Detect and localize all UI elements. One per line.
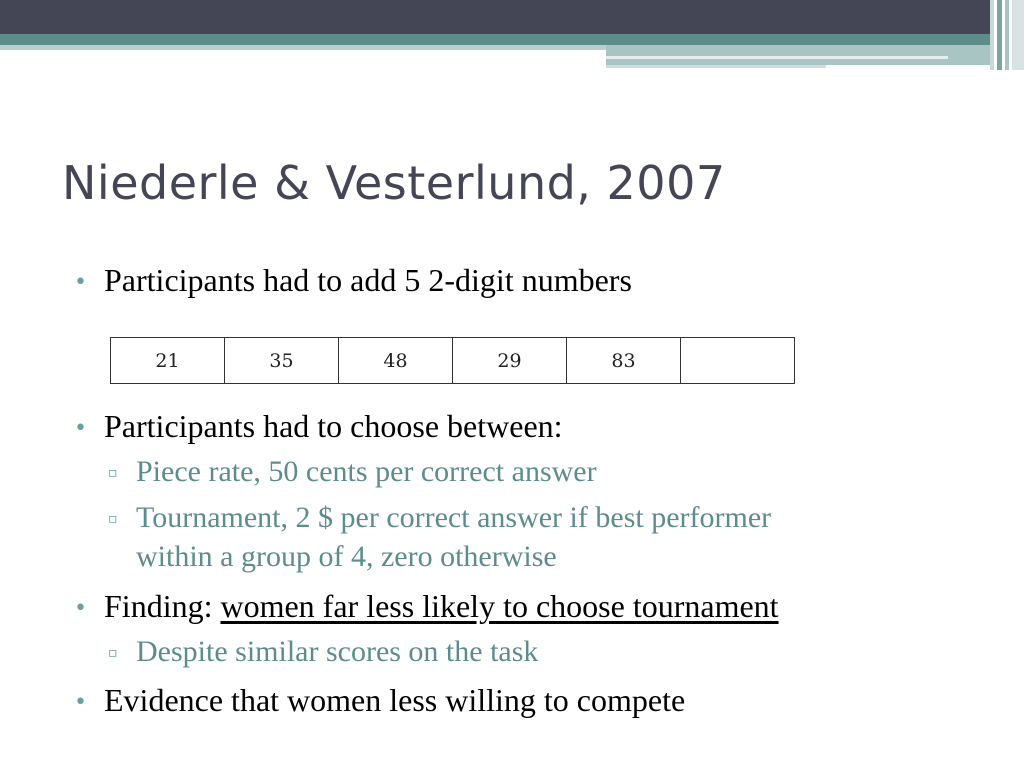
sub-bullet-piece-rate: Piece rate, 50 cents per correct answer — [136, 455, 597, 488]
bullet-dot-icon: • — [74, 690, 87, 715]
sub-bullet-similar-scores: Despite similar scores on the task — [136, 635, 539, 668]
number-cell: 21 — [111, 338, 225, 384]
bullet-choice: Participants had to choose between: — [104, 408, 563, 444]
header-right-thin-line — [606, 65, 826, 68]
example-numbers-table — [110, 337, 795, 384]
bullet-dot-icon: • — [74, 270, 87, 295]
sub-bullet-tournament-line2: within a group of 4, zero otherwise — [136, 540, 557, 573]
header-right-line — [606, 56, 948, 59]
number-cell: 83 — [567, 338, 681, 384]
square-bullet-icon: ▫ — [108, 645, 118, 661]
number-cell: 48 — [339, 338, 453, 384]
header-dark-band — [0, 0, 1024, 34]
header-light-band — [0, 45, 606, 50]
header-teal-band — [0, 34, 1024, 45]
square-bullet-icon: ▫ — [108, 465, 118, 481]
header-vertical-stripes — [990, 0, 1024, 70]
header-right-block — [606, 45, 1006, 65]
finding-label: Finding: — [104, 588, 221, 624]
number-cell: 29 — [453, 338, 567, 384]
slide-title: Niederle & Vesterlund, 2007 — [62, 156, 726, 210]
bullet-finding — [104, 588, 779, 625]
number-cell: 35 — [225, 338, 339, 384]
bullet-dot-icon: • — [74, 596, 87, 621]
bullet-task: Participants had to add 5 2-digit numbers — [104, 262, 632, 298]
answer-cell — [681, 338, 795, 384]
bullet-evidence: Evidence that women less willing to compete — [104, 682, 686, 718]
sub-bullet-tournament-line1: Tournament, 2 $ per correct answer if best performer — [136, 501, 772, 534]
square-bullet-icon: ▫ — [108, 511, 118, 527]
bullet-dot-icon: • — [74, 416, 87, 441]
finding-underlined: women far less likely to choose tournament — [220, 588, 779, 624]
